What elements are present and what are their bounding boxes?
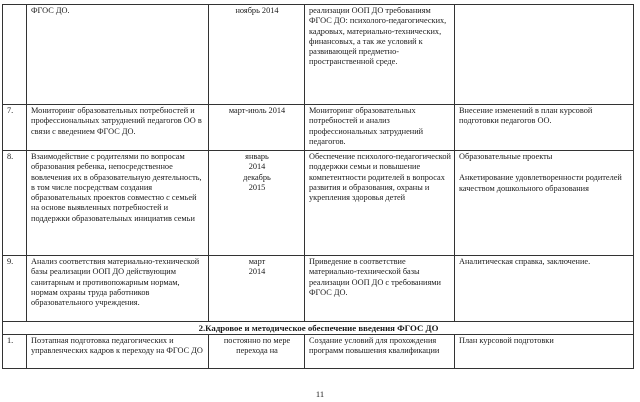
date-line: 2015	[248, 182, 266, 192]
task-cell: Анализ соответствия материально-технической базы реализации ООП ДО действующим санитарным и противопожарным нормам, нормам охраны труда работников образовательного учреждения.	[27, 256, 209, 322]
task-cell: Мониторинг образовательных потребностей и профессиональных затруднений педагогов ОО в связи с введением ФГОС ДО.	[27, 105, 209, 151]
page-number: 11	[315, 389, 325, 399]
section-title: 2.Кадровое и методическое обеспечение введения ФГОС ДО	[3, 322, 634, 335]
date-cell: ноябрь 2014	[209, 5, 305, 105]
form-cell: План курсовой подготовки	[455, 335, 634, 369]
row-number: 9.	[3, 256, 27, 322]
date-line: 2014	[248, 267, 266, 277]
date-cell	[209, 256, 305, 322]
date-line: март	[248, 257, 266, 266]
date-cell: постоянно по мере перехода на	[209, 335, 305, 369]
form-title: Образовательные проекты	[459, 152, 553, 161]
table-row	[3, 105, 634, 151]
row-number: 1.	[3, 335, 27, 369]
table-row	[3, 335, 634, 369]
date-line: 2014	[248, 162, 266, 172]
section-header-row	[3, 322, 634, 335]
table-row	[3, 256, 634, 322]
result-cell: Обеспечение психолого-педагогической поддержки семьи и повышение компетентности родителей в вопросах развития и образования, охраны и укрепления здоровья детей	[305, 151, 455, 256]
form-cell	[455, 5, 634, 105]
row-number	[3, 5, 27, 105]
result-cell: Мониторинг образовательных потребностей и анализ профессиональных затруднений педагогов.	[305, 105, 455, 151]
form-cell	[455, 151, 634, 256]
result-cell: реализации ООП ДО требованиям ФГОС ДО: психолого-педагогических, кадровых, материально-технических, финансовых, а так же условий к развивающей предметно-пространственной среде.	[305, 5, 455, 105]
result-cell: Приведение в соответствие материально-технической базы реализации ООП ДО с требованиями ФГОС ДО.	[305, 256, 455, 322]
form-cell: Внесение изменений в план курсовой подготовки педагогов ОО.	[455, 105, 634, 151]
form-subtitle: Анкетирование удовлетворенности родителей качеством дошкольного образования	[459, 173, 622, 193]
date-line: декабрь	[243, 172, 271, 182]
plan-table	[2, 4, 634, 369]
date-cell: март-июль 2014	[209, 105, 305, 151]
row-number: 8.	[3, 151, 27, 256]
table-row	[3, 5, 634, 105]
date-line: январь	[245, 152, 269, 161]
task-cell: Взаимодействие с родителями по вопросам образования ребенка, непосредственное вовлечения их в образовательную деятельность, в том числе посредствам создания образовательных проектов совместно с семьей на основе выявленных потребностей и поддержки образовательных инициатив семьи	[27, 151, 209, 256]
row-number: 7.	[3, 105, 27, 151]
date-cell	[209, 151, 305, 256]
task-cell: ФГОС ДО.	[27, 5, 209, 105]
form-cell: Аналитическая справка, заключение.	[455, 256, 634, 322]
task-cell: Поэтапная подготовка педагогических и управленческих кадров к переходу на ФГОС ДО	[27, 335, 209, 369]
table-row	[3, 151, 634, 256]
result-cell: Создание условий для прохождения программ повышения квалификации	[305, 335, 455, 369]
